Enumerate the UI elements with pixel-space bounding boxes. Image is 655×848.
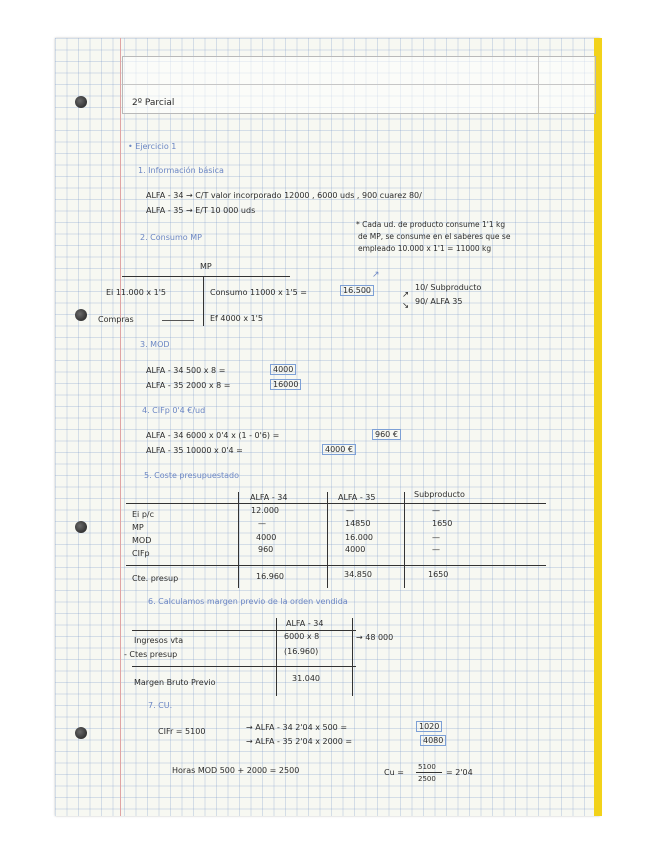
s7-line-1-result: 1020 <box>416 721 442 732</box>
s5-row-label: CIFp <box>132 549 150 558</box>
s5-row-label: MP <box>132 523 144 532</box>
compras-dash <box>162 320 194 321</box>
binder-hole <box>75 96 87 108</box>
notebook-page <box>55 38 600 816</box>
s3-alfa35-result: 16000 <box>270 379 301 390</box>
s6-result-label: Margen Bruto Previo <box>134 678 216 687</box>
s4-heading: 4. CIFp 0'4 €/ud <box>142 406 206 415</box>
s6-heading: 6. Calculamos margen previo de la orden vendida <box>148 597 348 606</box>
t-account-title: MP <box>200 262 212 271</box>
s6-header-rule <box>132 630 356 631</box>
s7-cu-result: = 2'04 <box>446 768 473 777</box>
s5-cell: — <box>432 533 440 542</box>
s5-col-rule-2 <box>327 492 328 588</box>
consumo-result: 16.500 <box>340 285 374 296</box>
s3-heading: 3. MOD <box>140 340 170 349</box>
s6-col-rule-2 <box>352 618 353 696</box>
s5-cell: 4000 <box>345 545 366 554</box>
s5-cell: 12.000 <box>251 506 279 515</box>
s4-alfa34-result: 960 € <box>372 429 401 440</box>
s6-col-alfa34: ALFA - 34 <box>286 619 324 628</box>
s5-total: 16.960 <box>256 572 284 581</box>
s6-side-value: → 48 000 <box>356 633 394 642</box>
t-account-ei: Ei 11.000 x 1'5 <box>106 288 167 297</box>
binder-hole <box>75 727 87 739</box>
s6-result-rule <box>132 666 356 667</box>
s5-heading: 5. Coste presupuestado <box>144 471 240 480</box>
header-divider <box>538 57 539 113</box>
s5-row-label: Ei p/c <box>132 510 154 519</box>
s3-alfa34-result: 4000 <box>270 364 296 375</box>
s7-horas: Horas MOD 500 + 2000 = 2500 <box>172 766 300 775</box>
s6-row-label: - Ctes presup <box>124 650 178 659</box>
header-line <box>123 84 595 85</box>
binder-hole <box>75 309 87 321</box>
margin-line <box>120 38 121 816</box>
s5-col-rule-1 <box>238 492 239 588</box>
s5-cell: 1650 <box>432 519 453 528</box>
s7-cu-den: 2500 <box>418 775 436 783</box>
s2-note-1: * Cada ud. de producto consume 1'1 kg <box>356 220 506 229</box>
s7-heading: 7. CU. <box>148 701 173 710</box>
s5-cell: 14850 <box>345 519 371 528</box>
s4-alfa34-box <box>372 430 401 440</box>
s7-line-2-box <box>420 736 446 746</box>
s6-row-value: (16.960) <box>284 647 319 656</box>
s1-alfa35: ALFA - 35 → E/T 10 000 uds <box>146 206 256 215</box>
s1-heading: 1. Información básica <box>138 166 224 175</box>
s1-alfa34: ALFA - 34 → C/T valor incorporado 12000 , 6000 uds , 900 cuarez 80/ <box>146 191 422 200</box>
s5-col-alfa35: ALFA - 35 <box>338 493 376 502</box>
s6-row-value: 6000 x 8 <box>284 632 320 641</box>
s6-result-value: 31.040 <box>292 674 320 683</box>
s6-col-rule-1 <box>276 618 277 696</box>
s4-alfa35-box <box>322 445 356 455</box>
s5-cell: — <box>258 519 266 528</box>
s5-cell: 4000 <box>256 533 277 542</box>
s5-total-rule <box>126 565 546 566</box>
s5-total-label: Cte. presup <box>132 574 179 583</box>
s5-row-label: MOD <box>132 536 152 545</box>
s3-alfa35-box <box>270 380 301 390</box>
s2-note-3: empleado 10.000 x 1'1 = 11000 kg <box>358 244 492 253</box>
page-edge-tab <box>594 38 602 816</box>
s5-total: 34.850 <box>344 570 372 579</box>
s7-cu-num: 5100 <box>418 763 436 771</box>
s3-alfa35: ALFA - 35 2000 x 8 = <box>146 381 231 390</box>
s3-alfa34: ALFA - 34 500 x 8 = <box>146 366 226 375</box>
consumo-result-box <box>340 286 374 296</box>
s7-cu-label: Cu = <box>384 768 404 777</box>
s5-cell: — <box>432 545 440 554</box>
t-account-middle <box>203 276 204 326</box>
s5-cell: — <box>432 506 440 515</box>
s7-line-2-result: 4080 <box>420 735 446 746</box>
s2-heading: 2. Consumo MP <box>140 233 202 242</box>
s5-total: 1650 <box>428 570 449 579</box>
s6-row-label: Ingresos vta <box>134 636 184 645</box>
s5-col-rule-3 <box>404 492 405 588</box>
s7-line-1: → ALFA - 34 2'04 x 500 = <box>246 723 348 732</box>
t-account-compras: Compras <box>98 315 134 324</box>
page-title: 2º Parcial <box>132 98 175 108</box>
t-account-consumo: Consumo 11000 x 1'5 = <box>210 288 307 297</box>
s5-col-subproducto: Subproducto <box>414 490 465 499</box>
s5-col-alfa34: ALFA - 34 <box>250 493 288 502</box>
s5-cell: 960 <box>258 545 274 554</box>
header-box <box>122 56 596 114</box>
s4-alfa34: ALFA - 34 6000 x 0'4 x (1 - 0'6) = <box>146 431 280 440</box>
s2-note-2: de MP, se consume en el saberes que se <box>358 232 511 241</box>
binder-hole <box>75 521 87 533</box>
s7-line-1-box <box>416 722 442 732</box>
alfa35-pct: 90/ ALFA 35 <box>415 297 463 306</box>
s7-fraction-bar <box>416 772 442 773</box>
arrow-right-icon: ↘ <box>402 301 410 311</box>
arrow-up-icon: ↗ <box>372 270 380 280</box>
t-account-top <box>122 276 290 277</box>
t-account-ef: Ef 4000 x 1'5 <box>210 314 263 323</box>
s7-line-2: → ALFA - 35 2'04 x 2000 = <box>246 737 353 746</box>
exercise-heading: • Ejercicio 1 <box>128 142 177 151</box>
arrow-right-icon: ↗ <box>402 290 410 300</box>
s4-alfa35: ALFA - 35 10000 x 0'4 = <box>146 446 243 455</box>
s5-header-rule <box>126 503 546 504</box>
s5-cell: 16.000 <box>345 533 373 542</box>
subproducto-pct: 10/ Subproducto <box>415 283 482 292</box>
s4-alfa35-result: 4000 € <box>322 444 356 455</box>
s5-cell: — <box>346 506 354 515</box>
s3-alfa34-box <box>270 365 296 375</box>
s7-cif: CIFr = 5100 <box>158 727 206 736</box>
